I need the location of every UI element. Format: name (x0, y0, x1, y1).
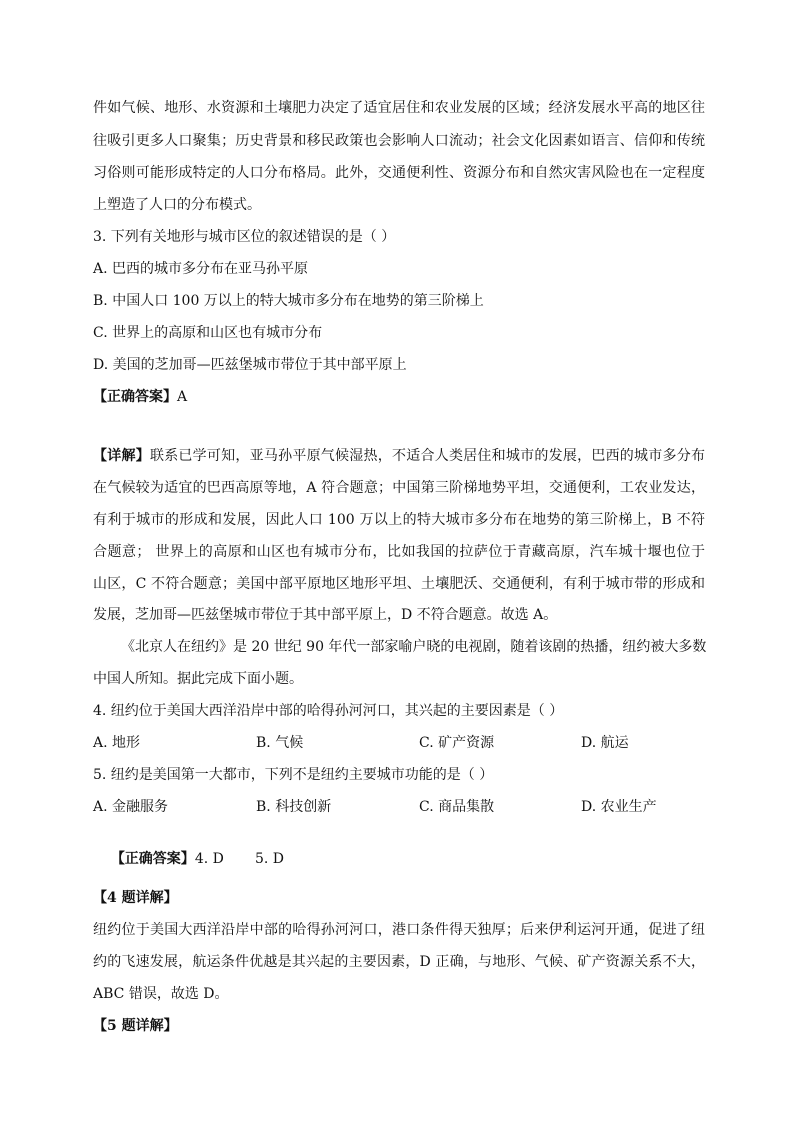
q3-detail-label: 【详解】 (93, 448, 150, 464)
q3-detail-line-2: 在气候较为适宜的巴西高原等地，A 符合题意；中国第三阶梯地势平坦，交通便利，工农业发达， (93, 480, 705, 496)
intro-line-2: 往吸引更多人口聚集；历史背景和移民政策也会影响人口流动；社会文化因素如语言、信仰和传统 (93, 133, 705, 149)
q4-detail-line-1: 纽约位于美国大西洋沿岸中部的哈得孙河河口，港口条件得天独厚；后来伊利运河开通，促进了纽 (93, 922, 705, 938)
q4-option-a: A. 地形 (93, 735, 141, 751)
q3-stem: 3. 下列有关地形与城市区位的叙述错误的是（ ） (93, 229, 396, 245)
q3-detail-line-3: 有利于城市的形成和发展，因此人口 100 万以上的特大城市多分布在地势的第三阶梯上，B 不符 (93, 512, 705, 528)
q3-detail-text-1: 联系已学可知，亚马孙平原气候湿热，不适合人类居住和城市的发展，巴西的城市多分布 (149, 448, 705, 464)
q4-detail-line-2: 约的飞速发展，航运条件优越是其兴起的主要因素，D 正确，与地形、气候、矿产资源关系不大， (93, 954, 705, 970)
q3-option-a: A. 巴西的城市多分布在亚马孙平原 (93, 261, 309, 277)
q4-detail-title: 【4 题详解】 (93, 890, 178, 906)
q4-stem: 4. 纽约位于美国大西洋沿岸中部的哈得孙河河口，其兴起的主要因素是（ ） (93, 703, 564, 719)
intro-line-4: 上塑造了人口的分布模式。 (93, 197, 261, 213)
q3-option-c: C. 世界上的高原和山区也有城市分布 (93, 325, 323, 341)
q3-detail-line-6: 发展，芝加哥—匹兹堡城市带位于其中部平原上，D 不符合题意。故选 A。 (93, 607, 558, 623)
q45-answer (93, 829, 705, 889)
q3-detail-line-5: 山区，C 不符合题意；美国中部平原地区地形平坦、土壤肥沃、交通便利，有利于城市带的形成和 (93, 576, 705, 592)
q45-answer-label: 【正确答案】 (110, 851, 195, 867)
q45-answer-value: 4. D 5. D (194, 851, 285, 867)
intro-line-1: 件如气候、地形、水资源和土壤肥力决定了适宜居住和农业发展的区域；经济发展水平高的地区往 (93, 100, 705, 116)
q5-option-a: A. 金融服务 (93, 799, 169, 815)
intro-line-3: 习俗则可能形成特定的人口分布格局。此外，交通便利性、资源分布和自然灾害风险也在一定程度 (93, 165, 705, 181)
q3-detail-line-4: 合题意； 世界上的高原和山区也有城市分布，比如我国的拉萨位于青藏高原，汽车城十堰也位于 (93, 544, 705, 560)
q5-stem: 5. 纽约是美国第一大都市，下列不是纽约主要城市功能的是（ ） (93, 767, 494, 783)
q3-answer-label: 【正确答案】 (93, 389, 177, 405)
q3-option-d: D. 美国的芝加哥—匹兹堡城市带位于其中部平原上 (93, 357, 407, 373)
passage-line-1: 《北京人在纽约》是 20 世纪 90 年代一部家喻户晓的电视剧，随着该剧的热播，纽约被大多数 (121, 639, 707, 655)
passage-line-2: 中国人所知。据此完成下面小题。 (93, 671, 303, 687)
q4-option-b: B. 气候 (256, 735, 304, 751)
q3-answer (93, 387, 705, 407)
q5-option-b: B. 科技创新 (256, 799, 332, 815)
q4-detail-line-3: ABC 错误，故选 D。 (93, 986, 229, 1002)
q4-option-d: D. 航运 (581, 735, 629, 751)
q5-option-d: D. 农业生产 (581, 799, 657, 815)
q3-answer-value: A (177, 389, 188, 405)
q3-option-b: B. 中国人口 100 万以上的特大城市多分布在地势的第三阶梯上 (93, 293, 484, 309)
q3-detail-line-1 (93, 446, 705, 466)
q5-detail-title: 【5 题详解】 (93, 1018, 178, 1034)
q4-option-c: C. 矿产资源 (419, 735, 495, 751)
q5-option-c: C. 商品集散 (419, 799, 495, 815)
